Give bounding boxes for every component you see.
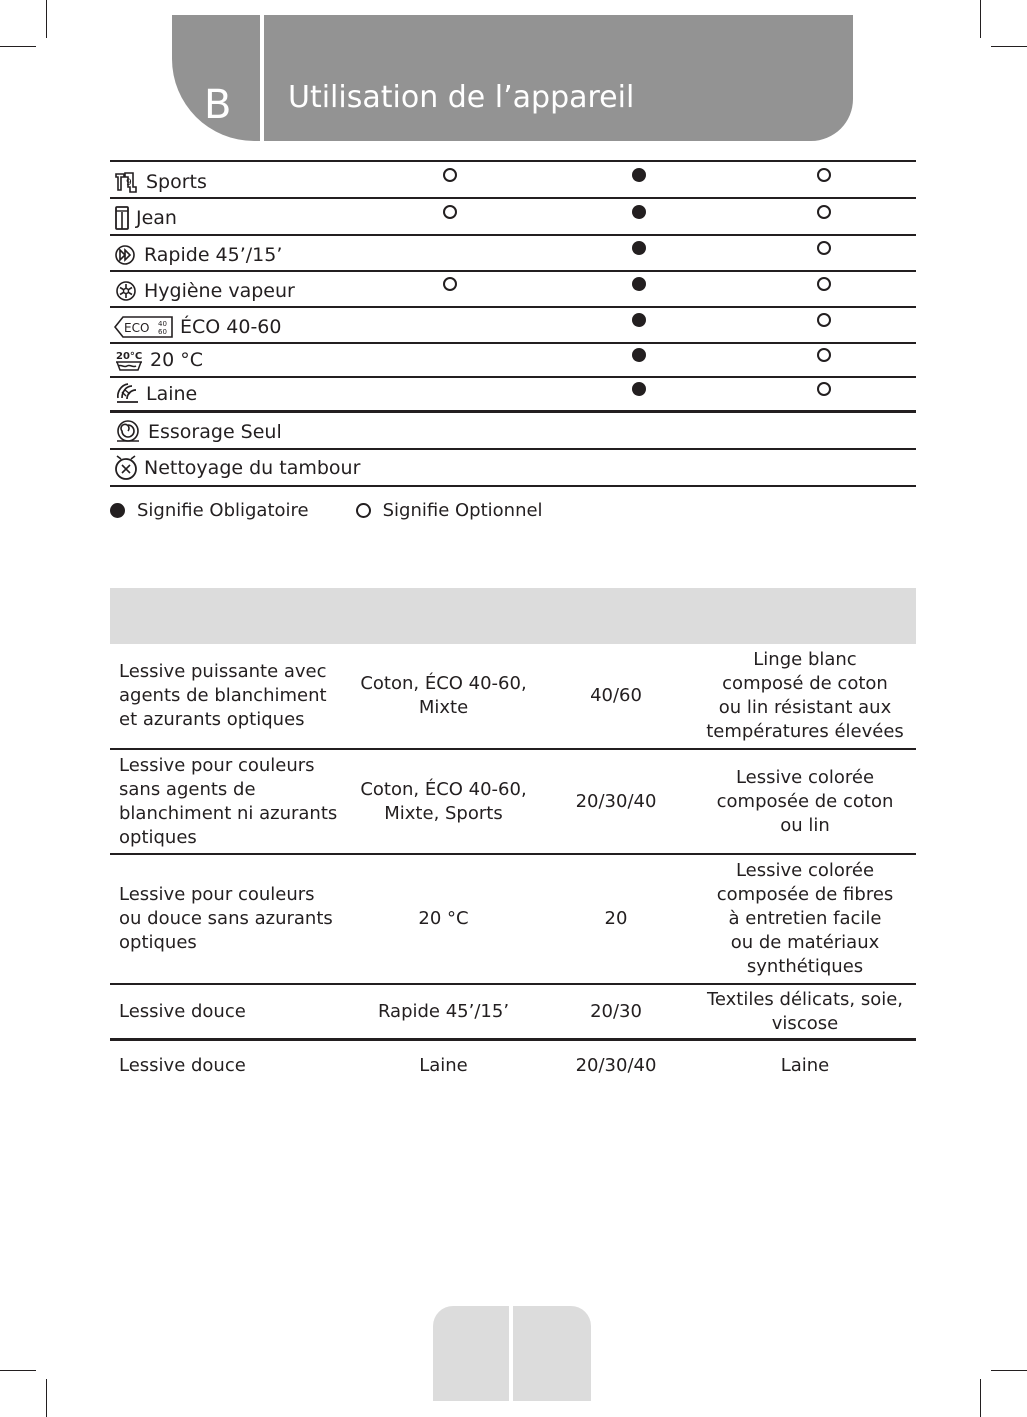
spin-icon — [114, 420, 148, 444]
program-label: ÉCO 40-60 — [180, 316, 282, 338]
program-row — [110, 448, 916, 485]
section-title: Utilisation de l’appareil — [288, 80, 635, 115]
temp-20-icon — [114, 348, 150, 372]
crop-mark — [980, 1379, 981, 1417]
detergent-type: Lessive douce — [119, 1000, 246, 1022]
detergent-type: Lessive pour couleurs sans agents de blanchiment ni azurants optiques — [119, 754, 338, 848]
detergent-temperature: 20 — [604, 908, 628, 929]
program-name — [114, 316, 281, 338]
detergent-row — [110, 750, 916, 855]
filled-dot-icon — [632, 348, 646, 362]
program-label: 20 °C — [150, 349, 203, 371]
legend-filled-label: Signifie Obligatoire — [137, 500, 309, 521]
program-name — [114, 171, 207, 193]
wool-icon — [114, 382, 146, 406]
program-row — [110, 160, 916, 197]
detergent-type-cell — [119, 855, 349, 983]
section-letter: B — [204, 82, 232, 128]
detergent-programs: Coton, ÉCO 40-60, Mixte — [360, 673, 527, 718]
program-name — [114, 280, 295, 302]
detergent-type-cell — [119, 985, 349, 1038]
program-label: Jean — [136, 207, 177, 229]
open-dot-icon — [817, 168, 831, 182]
detergent-programs-cell — [350, 750, 537, 853]
sports-icon — [114, 171, 146, 193]
program-name — [114, 206, 177, 230]
detergent-table-header — [110, 588, 916, 644]
crop-mark — [0, 1370, 36, 1371]
svg-text:40: 40 — [158, 320, 167, 328]
detergent-laundry-cell — [700, 855, 910, 983]
open-dot-icon — [817, 205, 831, 219]
page-number-box — [433, 1306, 591, 1401]
detergent-laundry-cell — [700, 644, 910, 748]
svg-text:60: 60 — [158, 328, 167, 336]
detergent-laundry-cell — [700, 750, 910, 853]
filled-dot-icon — [110, 503, 125, 518]
crop-mark — [980, 0, 981, 38]
table-rule — [110, 485, 916, 487]
detergent-temperature: 20/30 — [590, 1000, 642, 1022]
detergent-laundry: Lessive colorée composée de coton ou lin — [716, 766, 894, 836]
program-label: Rapide 45’/15’ — [144, 244, 283, 266]
program-label: Laine — [146, 383, 198, 405]
program-row — [110, 376, 916, 410]
legend — [110, 500, 543, 521]
program-options-table — [110, 160, 916, 487]
program-name — [114, 420, 282, 444]
detergent-laundry: Textiles délicats, soie, viscose — [706, 988, 904, 1034]
detergent-table — [110, 644, 916, 1091]
svg-text:9: 9 — [126, 178, 132, 188]
open-dot-icon — [817, 313, 831, 327]
filled-dot-icon — [632, 313, 646, 327]
jeans-icon — [114, 206, 136, 230]
filled-dot-icon — [632, 205, 646, 219]
eco-icon — [114, 316, 180, 338]
program-row — [110, 342, 916, 376]
crop-mark — [46, 1379, 47, 1417]
svg-text:20°C: 20°C — [116, 351, 143, 362]
detergent-programs: 20 °C — [418, 908, 469, 929]
program-name — [114, 244, 282, 266]
program-row — [110, 306, 916, 342]
detergent-temperature: 40/60 — [590, 685, 642, 706]
filled-dot-icon — [632, 168, 646, 182]
program-label: Sports — [146, 171, 207, 193]
header-divider — [260, 15, 264, 141]
detergent-temperature-cell — [540, 855, 692, 983]
detergent-programs-cell — [350, 1041, 537, 1091]
open-dot-icon — [443, 205, 457, 219]
program-name — [114, 382, 197, 406]
program-row — [110, 270, 916, 306]
detergent-laundry-cell — [700, 1041, 910, 1091]
detergent-type-cell — [119, 1041, 349, 1091]
detergent-programs-cell — [350, 985, 537, 1038]
detergent-programs: Coton, ÉCO 40-60, Mixte, Sports — [360, 778, 527, 824]
crop-mark — [991, 46, 1027, 47]
detergent-row — [110, 1041, 916, 1091]
page-number-divider — [509, 1306, 513, 1401]
detergent-laundry: Linge blanc composé de coton ou lin résistant aux températures élevées — [706, 649, 904, 742]
open-dot-icon — [443, 277, 457, 291]
detergent-type: Lessive puissante avec agents de blanchiment et azurants optiques — [119, 661, 327, 730]
detergent-temperature-cell — [540, 644, 692, 748]
program-label: Hygiène vapeur — [144, 280, 295, 302]
detergent-row — [110, 644, 916, 750]
open-dot-icon — [817, 382, 831, 396]
filled-dot-icon — [632, 241, 646, 255]
steam-hygiene-icon — [114, 280, 144, 302]
open-dot-icon — [817, 277, 831, 291]
program-row — [110, 410, 916, 448]
detergent-type-cell — [119, 750, 349, 853]
detergent-temperature: 20/30/40 — [575, 790, 657, 812]
program-name — [114, 348, 203, 372]
detergent-laundry: Lessive colorée composée de fibres à entretien facile ou de matériaux synthétiques — [716, 860, 894, 977]
crop-mark — [991, 1370, 1027, 1371]
detergent-programs: Rapide 45’/15’ — [377, 1000, 510, 1022]
program-row — [110, 197, 916, 234]
detergent-temperature: 20/30/40 — [575, 1055, 657, 1076]
program-name — [114, 455, 360, 481]
detergent-laundry-cell — [700, 985, 910, 1038]
open-dot-icon — [817, 241, 831, 255]
detergent-laundry: Laine — [780, 1055, 830, 1076]
detergent-row — [110, 985, 916, 1041]
detergent-programs-cell — [350, 855, 537, 983]
program-label: Nettoyage du tambour — [144, 457, 361, 479]
rapid-icon — [114, 244, 144, 266]
detergent-temperature-cell — [540, 1041, 692, 1091]
detergent-programs-cell — [350, 644, 537, 748]
detergent-temperature-cell — [540, 750, 692, 853]
detergent-type-cell — [119, 644, 349, 748]
drum-clean-icon — [114, 455, 144, 481]
program-row — [110, 234, 916, 270]
detergent-row — [110, 855, 916, 985]
open-dot-icon — [443, 168, 457, 182]
filled-dot-icon — [632, 382, 646, 396]
detergent-temperature-cell — [540, 985, 692, 1038]
detergent-type: Lessive douce — [119, 1055, 246, 1076]
crop-mark — [0, 46, 36, 47]
program-label: Essorage Seul — [148, 421, 282, 443]
open-dot-icon — [356, 503, 371, 518]
crop-mark — [46, 0, 47, 38]
svg-text:ECO: ECO — [124, 321, 150, 335]
legend-open-label: Signifie Optionnel — [382, 500, 543, 521]
section-header — [172, 15, 853, 141]
filled-dot-icon — [632, 277, 646, 291]
detergent-type: Lessive pour couleurs ou douce sans azurants optiques — [119, 884, 333, 953]
detergent-programs: Laine — [419, 1055, 468, 1076]
open-dot-icon — [817, 348, 831, 362]
